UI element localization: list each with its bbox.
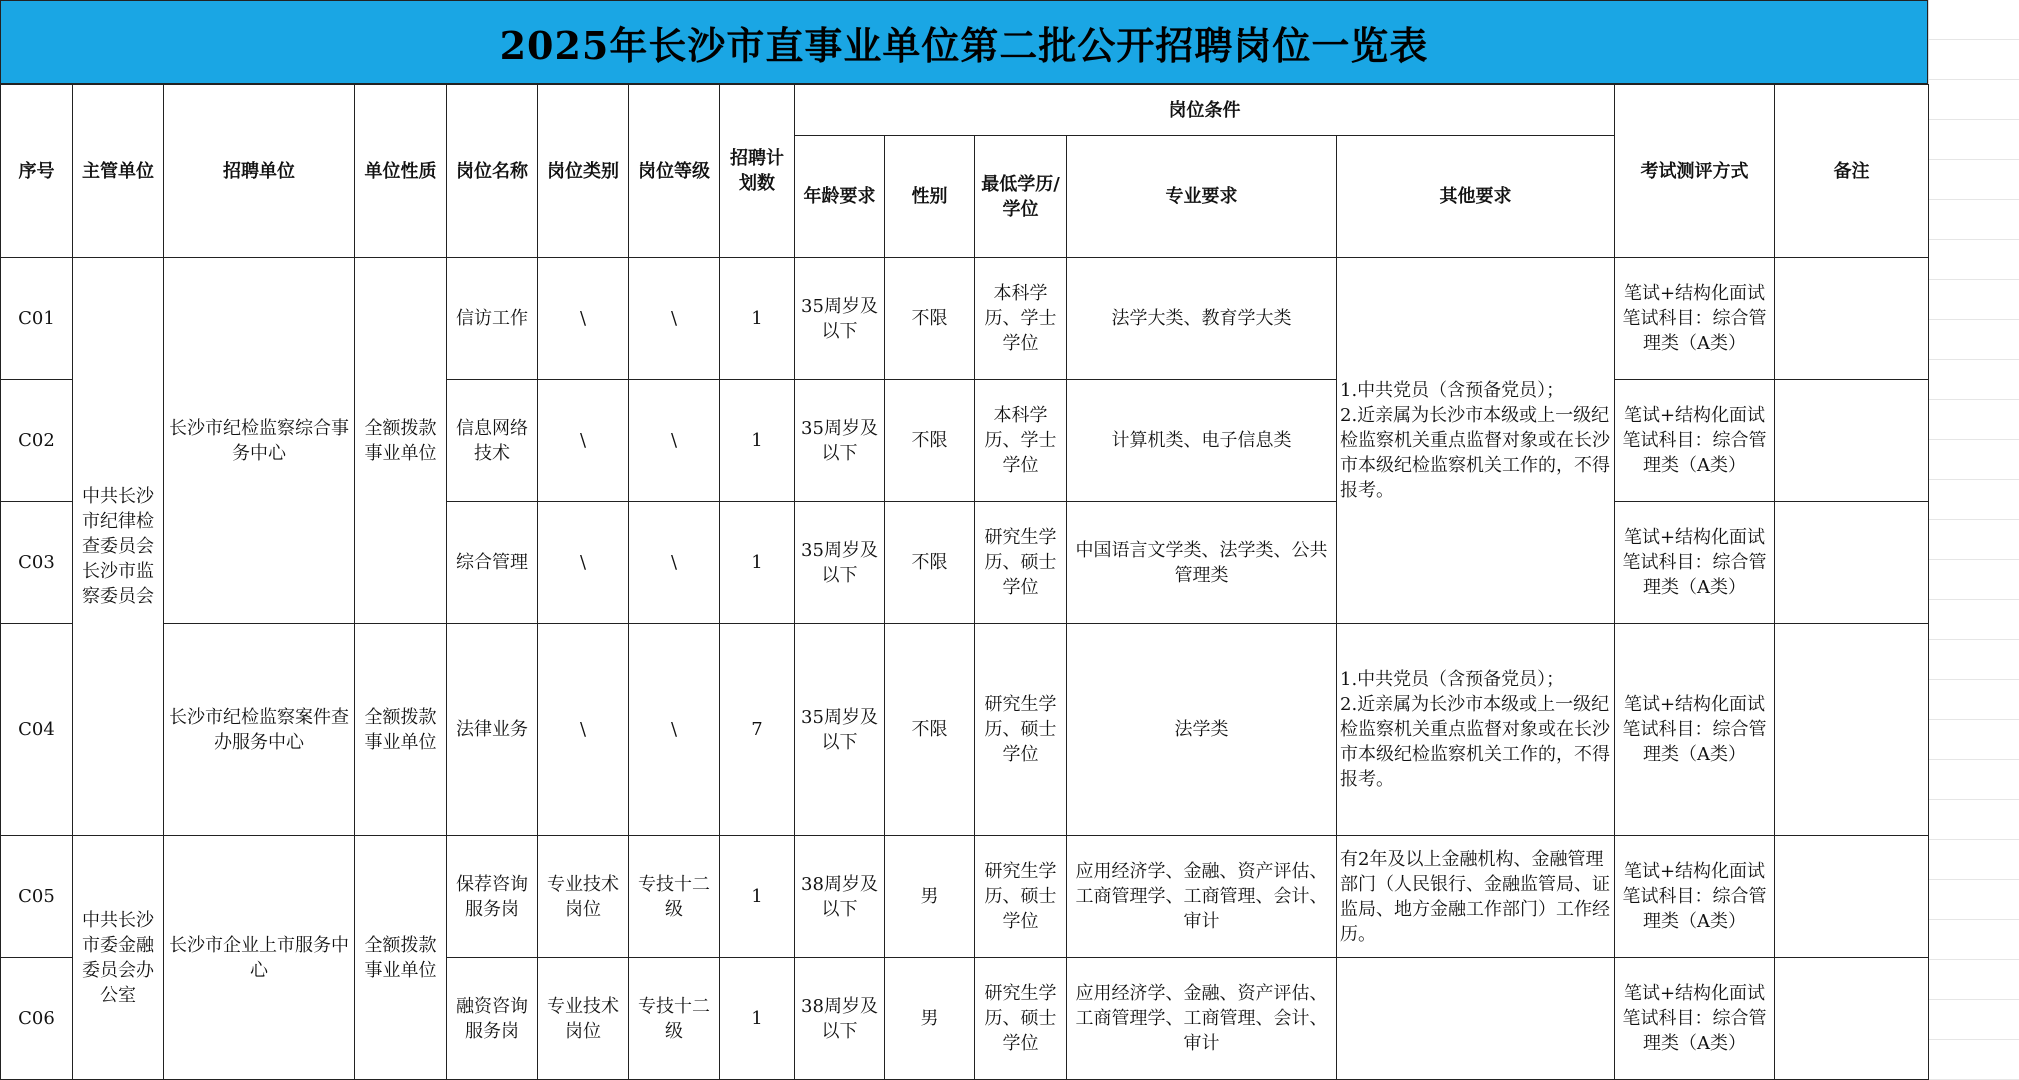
- cell-age: 35周岁及以下: [795, 380, 885, 502]
- cell-plan: 1: [720, 836, 795, 958]
- cell-nature: 全额拨款事业单位: [355, 258, 447, 624]
- cell-other: 有2年及以上金融机构、金融管理部门（人民银行、金融监管局、证监局、地方金融工作部门）工作经历。: [1337, 836, 1615, 958]
- cell-seq: C03: [1, 502, 73, 624]
- cell-remark: [1775, 380, 1929, 502]
- cell-seq: C02: [1, 380, 73, 502]
- cell-grade: \: [629, 380, 720, 502]
- cell-seq: C06: [1, 958, 73, 1080]
- cell-edu: 研究生学历、硕士学位: [975, 958, 1067, 1080]
- header-dept: 主管单位: [73, 85, 164, 258]
- cell-remark: [1775, 836, 1929, 958]
- cell-seq: C04: [1, 624, 73, 836]
- cell-remark: [1775, 958, 1929, 1080]
- cell-exam: 笔试+结构化面试 笔试科目：综合管理类（A类）: [1615, 624, 1775, 836]
- cell-nature: 全额拨款事业单位: [355, 836, 447, 1080]
- cell-plan: 1: [720, 958, 795, 1080]
- cell-dept: 中共长沙市纪律检查委员会长沙市监察委员会: [73, 258, 164, 836]
- cell-category: 专业技术岗位: [538, 836, 629, 958]
- cell-grade: \: [629, 502, 720, 624]
- cell-gender: 不限: [885, 258, 975, 380]
- cell-age: 35周岁及以下: [795, 502, 885, 624]
- header-age: 年龄要求: [795, 136, 885, 258]
- cell-dept: 中共长沙市委金融委员会办公室: [73, 836, 164, 1080]
- cell-category: 专业技术岗位: [538, 958, 629, 1080]
- header-conditions: 岗位条件: [795, 85, 1615, 136]
- cell-age: 38周岁及以下: [795, 836, 885, 958]
- cell-category: \: [538, 380, 629, 502]
- cell-exam: 笔试+结构化面试 笔试科目：综合管理类（A类）: [1615, 958, 1775, 1080]
- cell-major: 中国语言文学类、法学类、公共管理类: [1067, 502, 1337, 624]
- cell-post: 保荐咨询服务岗: [447, 836, 538, 958]
- cell-grade: 专技十二级: [629, 836, 720, 958]
- cell-exam: 笔试+结构化面试 笔试科目：综合管理类（A类）: [1615, 380, 1775, 502]
- header-gender: 性别: [885, 136, 975, 258]
- cell-gender: 不限: [885, 502, 975, 624]
- header-major: 专业要求: [1067, 136, 1337, 258]
- sheet-grid-background: [1928, 0, 2019, 1080]
- cell-plan: 1: [720, 258, 795, 380]
- cell-nature: 全额拨款事业单位: [355, 624, 447, 836]
- cell-remark: [1775, 624, 1929, 836]
- cell-major: 法学大类、教育学大类: [1067, 258, 1337, 380]
- cell-remark: [1775, 502, 1929, 624]
- cell-other: [1337, 958, 1615, 1080]
- header-exam: 考试测评方式: [1615, 85, 1775, 258]
- cell-unit: 长沙市企业上市服务中心: [164, 836, 355, 1080]
- cell-plan: 7: [720, 624, 795, 836]
- cell-unit: 长沙市纪检监察综合事务中心: [164, 258, 355, 624]
- header-category: 岗位类别: [538, 85, 629, 258]
- cell-exam: 笔试+结构化面试 笔试科目：综合管理类（A类）: [1615, 502, 1775, 624]
- cell-post: 信访工作: [447, 258, 538, 380]
- cell-edu: 研究生学历、硕士学位: [975, 624, 1067, 836]
- cell-remark: [1775, 258, 1929, 380]
- cell-edu: 研究生学历、硕士学位: [975, 836, 1067, 958]
- table-row: [1, 258, 1929, 380]
- cell-major: 计算机类、电子信息类: [1067, 380, 1337, 502]
- cell-exam: 笔试+结构化面试 笔试科目：综合管理类（A类）: [1615, 258, 1775, 380]
- cell-edu: 研究生学历、硕士学位: [975, 502, 1067, 624]
- header-row-1: [1, 85, 1929, 136]
- cell-age: 35周岁及以下: [795, 624, 885, 836]
- cell-seq: C05: [1, 836, 73, 958]
- cell-other: 1.中共党员（含预备党员）； 2.近亲属为长沙市本级或上一级纪检监察机关重点监督对象或在长沙市本级纪检监察机关工作的，不得报考。: [1337, 624, 1615, 836]
- cell-post: 综合管理: [447, 502, 538, 624]
- cell-age: 35周岁及以下: [795, 258, 885, 380]
- cell-category: \: [538, 502, 629, 624]
- cell-gender: 不限: [885, 624, 975, 836]
- cell-age: 38周岁及以下: [795, 958, 885, 1080]
- cell-other: 1.中共党员（含预备党员）； 2.近亲属为长沙市本级或上一级纪检监察机关重点监督对象或在长沙市本级纪检监察机关工作的，不得报考。: [1337, 258, 1615, 624]
- cell-category: \: [538, 624, 629, 836]
- positions-table: [0, 84, 1929, 1080]
- cell-edu: 本科学历、学士学位: [975, 380, 1067, 502]
- cell-gender: 男: [885, 836, 975, 958]
- cell-major: 应用经济学、金融、资产评估、工商管理学、工商管理、会计、审计: [1067, 836, 1337, 958]
- cell-grade: 专技十二级: [629, 958, 720, 1080]
- cell-grade: \: [629, 624, 720, 836]
- header-edu: 最低学历/学位: [975, 136, 1067, 258]
- header-unit: 招聘单位: [164, 85, 355, 258]
- cell-post: 信息网络技术: [447, 380, 538, 502]
- cell-post: 法律业务: [447, 624, 538, 836]
- cell-major: 应用经济学、金融、资产评估、工商管理学、工商管理、会计、审计: [1067, 958, 1337, 1080]
- cell-gender: 男: [885, 958, 975, 1080]
- cell-grade: \: [629, 258, 720, 380]
- cell-exam: 笔试+结构化面试 笔试科目：综合管理类（A类）: [1615, 836, 1775, 958]
- cell-plan: 1: [720, 502, 795, 624]
- table-row: [1, 624, 1929, 836]
- cell-gender: 不限: [885, 380, 975, 502]
- page-title: 2025年长沙市直事业单位第二批公开招聘岗位一览表: [0, 0, 1928, 84]
- header-nature: 单位性质: [355, 85, 447, 258]
- cell-category: \: [538, 258, 629, 380]
- header-seq: 序号: [1, 85, 73, 258]
- table-row: [1, 836, 1929, 958]
- header-post: 岗位名称: [447, 85, 538, 258]
- cell-seq: C01: [1, 258, 73, 380]
- header-plan: 招聘计划数: [720, 85, 795, 258]
- cell-edu: 本科学历、学士学位: [975, 258, 1067, 380]
- cell-unit: 长沙市纪检监察案件查办服务中心: [164, 624, 355, 836]
- header-remark: 备注: [1775, 85, 1929, 258]
- cell-major: 法学类: [1067, 624, 1337, 836]
- header-other: 其他要求: [1337, 136, 1615, 258]
- header-grade: 岗位等级: [629, 85, 720, 258]
- cell-post: 融资咨询服务岗: [447, 958, 538, 1080]
- cell-plan: 1: [720, 380, 795, 502]
